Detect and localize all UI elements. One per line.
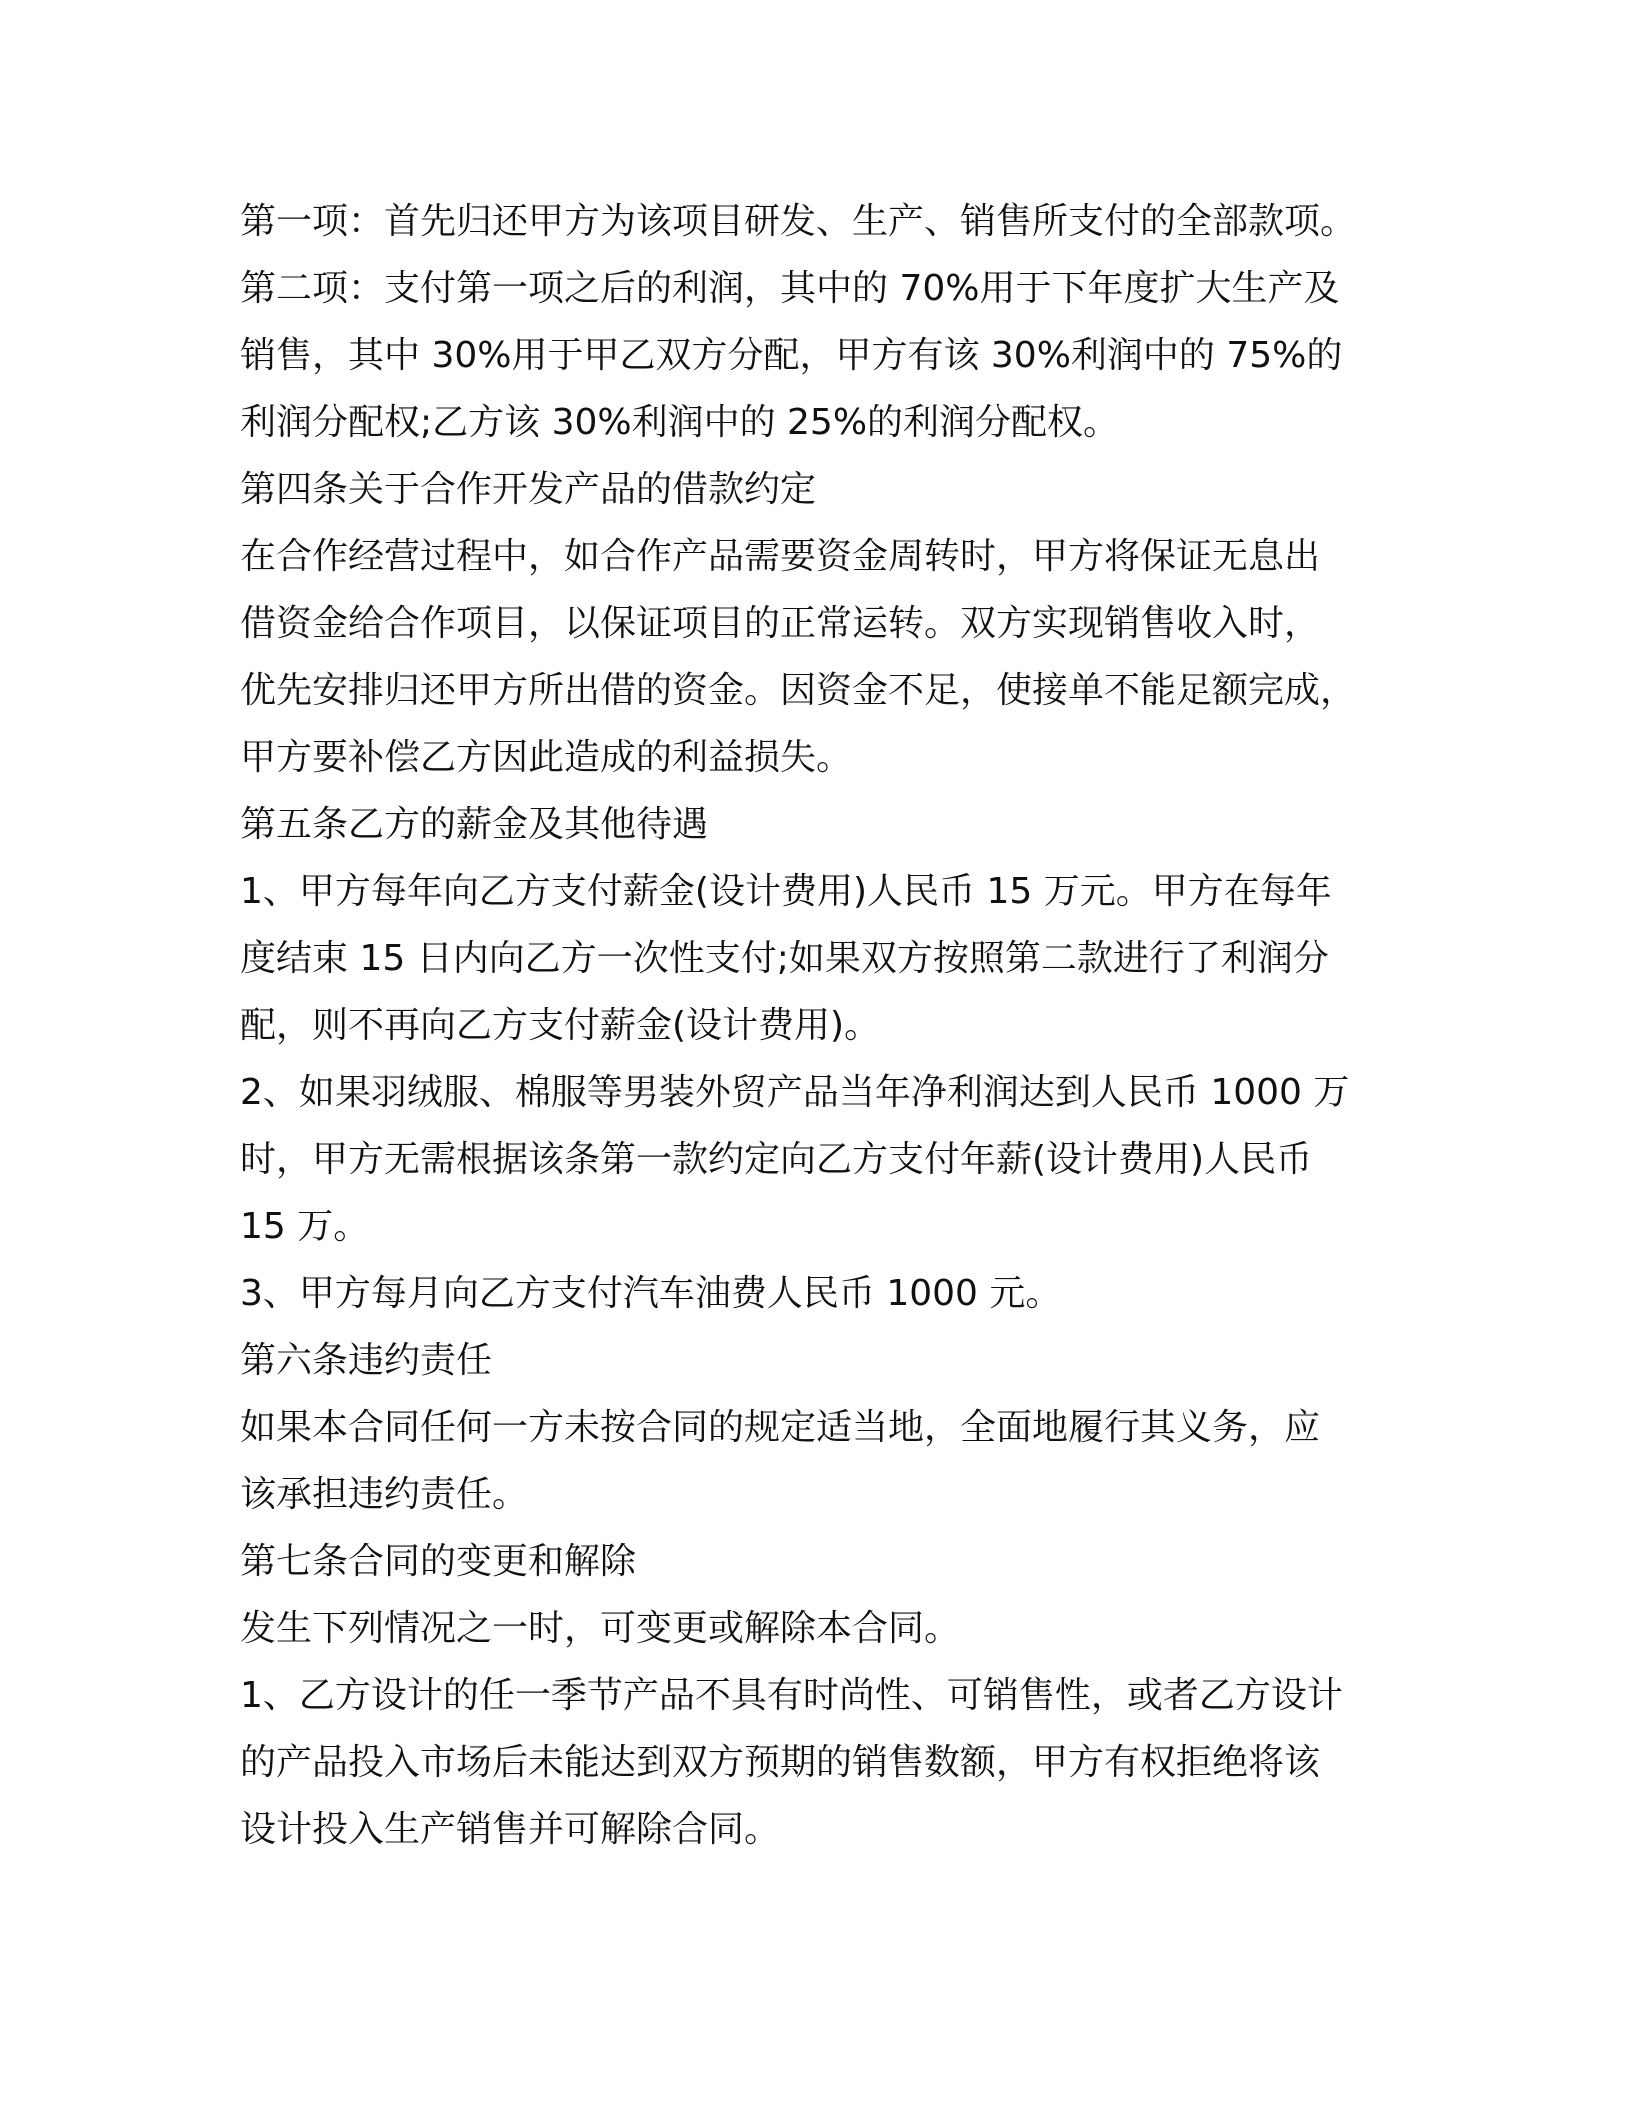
paragraph-line: 设计投入生产销售并可解除合同。 [240, 1809, 781, 1850]
paragraph-line: 3、甲方每月向乙方支付汽车油费人民币 1000 元。 [240, 1273, 1062, 1314]
paragraph-line: 度结束 15 日内向乙方一次性支付;如果双方按照第二款进行了利润分 [240, 938, 1329, 979]
section-heading-article-5: 第五条乙方的薪金及其他待遇 [240, 804, 709, 845]
section-heading-article-7: 第七条合同的变更和解除 [240, 1541, 637, 1582]
paragraph-line: 借资金给合作项目，以保证项目的正常运转。双方实现销售收入时， [240, 603, 1321, 644]
section-heading-article-6: 第六条违约责任 [240, 1340, 493, 1381]
paragraph-line: 利润分配权;乙方该 30%利润中的 25%的利润分配权。 [240, 402, 1120, 443]
document-body [240, 188, 1400, 1863]
paragraph-line: 优先安排归还甲方所出借的资金。因资金不足，使接单不能足额完成， [240, 670, 1357, 711]
paragraph-line: 在合作经营过程中，如合作产品需要资金周转时，甲方将保证无息出 [240, 536, 1321, 577]
paragraph-line: 1、甲方每年向乙方支付薪金(设计费用)人民币 15 万元。甲方在每年 [240, 871, 1332, 912]
paragraph-line: 销售，其中 30%用于甲乙双方分配，甲方有该 30%利润中的 75%的 [240, 335, 1343, 376]
paragraph-line: 如果本合同任何一方未按合同的规定适当地，全面地履行其义务，应 [240, 1407, 1321, 1448]
section-heading-article-4: 第四条关于合作开发产品的借款约定 [240, 469, 817, 510]
paragraph-line: 时，甲方无需根据该条第一款约定向乙方支付年薪(设计费用)人民币 [240, 1139, 1313, 1180]
paragraph-line: 1、乙方设计的任一季节产品不具有时尚性、可销售性，或者乙方设计 [240, 1675, 1343, 1716]
paragraph-line: 该承担违约责任。 [240, 1474, 529, 1515]
paragraph-line: 第二项：支付第一项之后的利润，其中的 70%用于下年度扩大生产及 [240, 268, 1340, 309]
paragraph-line: 发生下列情况之一时，可变更或解除本合同。 [240, 1608, 961, 1649]
paragraph-line: 的产品投入市场后未能达到双方预期的销售数额，甲方有权拒绝将该 [240, 1742, 1321, 1783]
paragraph-line: 配，则不再向乙方支付薪金(设计费用)。 [240, 1005, 881, 1046]
paragraph-line: 第一项：首先归还甲方为该项目研发、生产、销售所支付的全部款项。 [240, 201, 1357, 242]
paragraph-line: 2、如果羽绒服、棉服等男装外贸产品当年净利润达到人民币 1000 万 [240, 1072, 1350, 1113]
paragraph-line: 15 万。 [240, 1206, 370, 1247]
paragraph-line: 甲方要补偿乙方因此造成的利益损失。 [240, 737, 853, 778]
